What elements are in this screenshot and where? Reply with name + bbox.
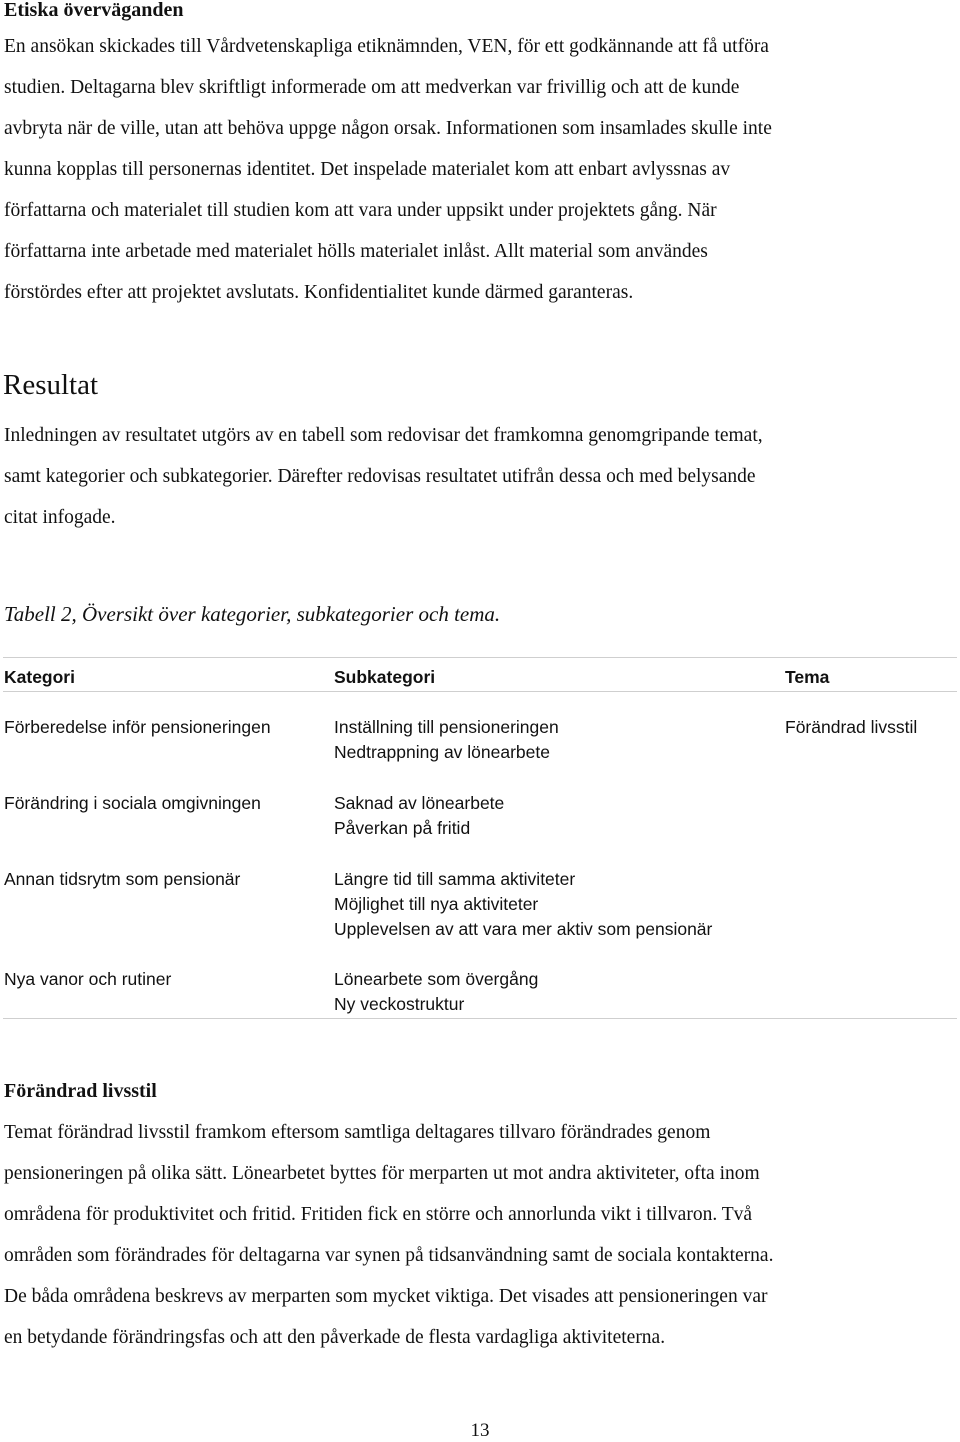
ethics-line: En ansökan skickades till Vårdvetenskapliga etiknämnden, VEN, för ett godkännande att få utföra	[4, 36, 769, 57]
subcategory-item: Nedtrappning av lönearbete	[334, 742, 550, 762]
ethics-line: förstördes efter att projektet avslutats. Konfidentialitet kunde därmed garanteras.	[4, 282, 634, 303]
results-paragraph	[4, 415, 952, 538]
subcategory-item: Upplevelsen av att vara mer aktiv som pensionär	[334, 919, 713, 939]
ethics-line: kunna kopplas till personernas identitet. Det inspelade materialet kom att enbart avlyssnas av	[4, 159, 731, 180]
column-header-category: Kategori	[4, 667, 75, 687]
table-cell-subcategories	[334, 967, 538, 1017]
results-line: citat infogade.	[4, 507, 116, 528]
lifestyle-line: pensioneringen på olika sätt. Lönearbetet byttes för merparten ut mot andra aktiviteter, ofta inom	[4, 1163, 760, 1184]
subcategory-item: Längre tid till samma aktiviteter	[334, 869, 576, 889]
lifestyle-line: en betydande förändringsfas och att den påverkade de flesta vardagliga aktiviteterna.	[4, 1327, 666, 1348]
column-header-subcategory: Subkategori	[334, 667, 436, 687]
table-cell-category: Förberedelse inför pensioneringen	[4, 717, 271, 737]
overview-table	[3, 657, 957, 1019]
ethics-paragraph	[4, 26, 952, 313]
ethics-line: författarna inte arbetade med materialet hölls materialet inlåst. Allt material som användes	[4, 241, 708, 262]
table-cell-theme: Förändrad livsstil	[785, 717, 918, 737]
lifestyle-line: De båda områdena beskrevs av merparten som mycket viktiga. Det visades att pensioneringen var	[4, 1286, 768, 1307]
table-cell-subcategories	[334, 715, 559, 765]
table-header-row	[3, 658, 957, 692]
lifestyle-paragraph	[4, 1112, 952, 1358]
ethics-line: författarna och materialet till studien kom att vara under uppsikt under projektets gång. När	[4, 200, 717, 221]
subcategory-item: Saknad av lönearbete	[334, 793, 505, 813]
results-line: Inledningen av resultatet utgörs av en tabell som redovisar det framkomna genomgripande temat,	[4, 425, 763, 446]
results-line: samt kategorier och subkategorier. Därefter redovisas resultatet utifrån dessa och med belysande	[4, 466, 756, 487]
subcategory-item: Ny veckostruktur	[334, 994, 465, 1014]
ethics-line: studien. Deltagarna blev skriftligt informerade om att medverkan var frivillig och att de kunde	[4, 77, 740, 98]
column-header-theme: Tema	[785, 667, 830, 687]
lifestyle-line: områdena för produktivitet och fritid. Fritiden fick en större och annorlunda vikt i tillvaron. Två	[4, 1204, 753, 1225]
ethics-heading: Etiska överväganden	[4, 0, 184, 21]
ethics-line: avbryta när de ville, utan att behöva uppge någon orsak. Informationen som insamlades skulle inte	[4, 118, 772, 139]
subcategory-item: Lönearbete som övergång	[334, 969, 539, 989]
lifestyle-line: områden som förändrades för deltagarna var synen på tidsanvändning samt de sociala kontakterna.	[4, 1245, 774, 1266]
lifestyle-heading: Förändrad livsstil	[4, 1080, 157, 1102]
table-cell-subcategories	[334, 791, 504, 841]
results-heading: Resultat	[3, 369, 99, 401]
table-caption: Tabell 2, Översikt över kategorier, subkategorier och tema.	[4, 602, 501, 626]
page-number: 13	[470, 1420, 490, 1441]
lifestyle-line: Temat förändrad livsstil framkom eftersom samtliga deltagares tillvaro förändrades genom	[4, 1122, 711, 1143]
table-cell-category: Förändring i sociala omgivningen	[4, 793, 261, 813]
subcategory-item: Påverkan på fritid	[334, 818, 471, 838]
table-cell-category: Nya vanor och rutiner	[4, 969, 172, 989]
table-cell-subcategories	[334, 867, 712, 942]
table-cell-category: Annan tidsrytm som pensionär	[4, 869, 241, 889]
subcategory-item: Möjlighet till nya aktiviteter	[334, 894, 539, 914]
subcategory-item: Inställning till pensioneringen	[334, 717, 559, 737]
